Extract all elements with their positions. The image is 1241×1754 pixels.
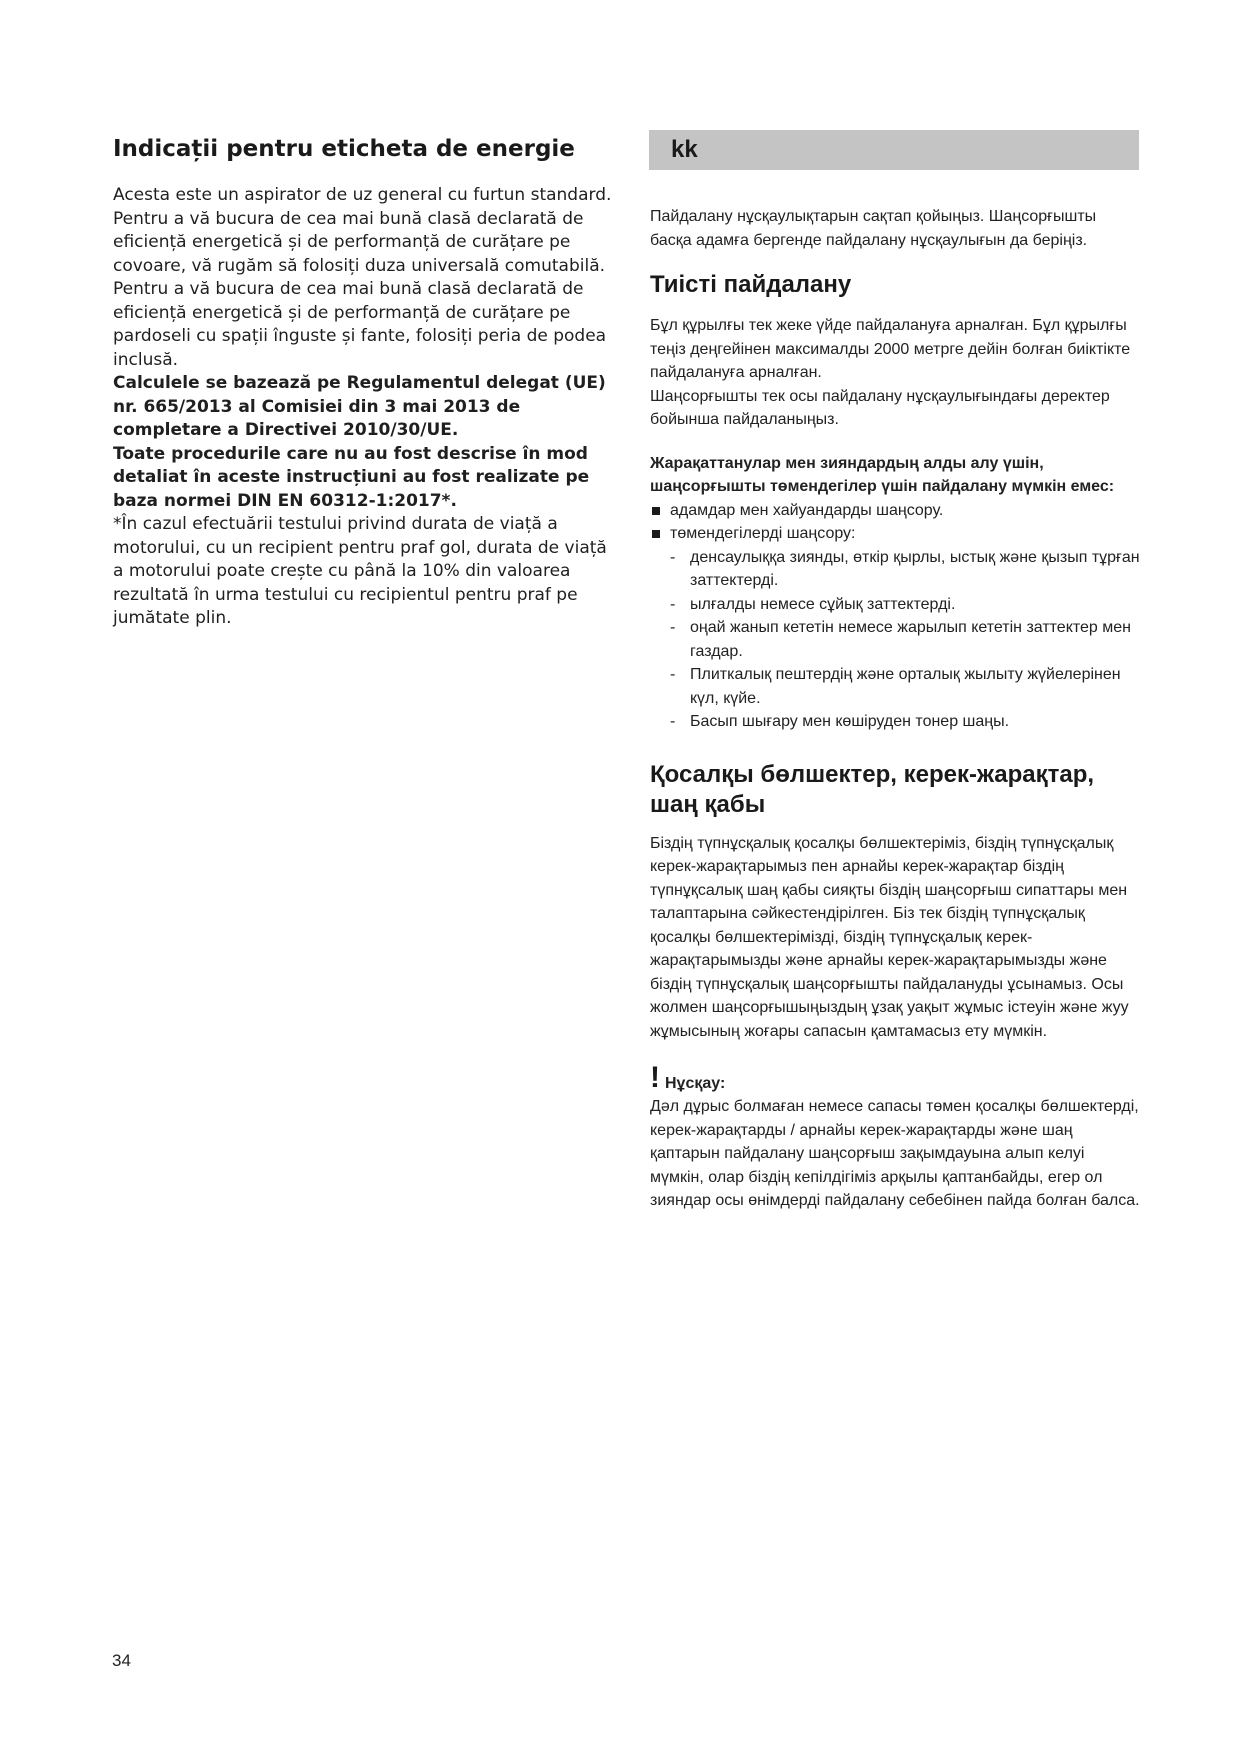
proper-use-paragraph-1: Бұл құрылғы тек жеке үйде пайдалануға арналған. Бұл құрылғы теңіз деңгейінен максималды 2000 метрге дейін болған биіктікте пайдалануға арналған. [650, 317, 1131, 381]
dash-list [650, 546, 1140, 734]
left-bold-regulation: Calculele se bazează pe Regulamentul delegat (UE) nr. 665/2013 al Comisiei din 3 mai 2013 de completare a Directivei 2010/30/UE. [113, 373, 606, 440]
note-body: Дәл дұрыс болмаған немесе сапасы төмен қосалқы бөлшектерді, керек-жарақтарды / арнайы керек-жарақтарды және шаң қаптарын пайдалану шаңсорғыш зақымдауына алып келуі мүмкін, олар біздің кепілдігіміз арқылы қаптанбайды, егер ол зияндар осы өнімдерді пайдалану себебінен пайда болған балса. [650, 1098, 1140, 1209]
accessories-heading: Қосалқы бөлшектер, керек-жарақтар, шаң қабы [650, 760, 1095, 818]
dash-item: - ылғалды немесе сұйық заттектерді. [670, 593, 1140, 617]
left-column [113, 128, 613, 631]
dash-item: - Плиткалық пештердің және орталық жылыту жүйелерінен күл, күйе. [670, 663, 1140, 710]
dash-item: - Басып шығару мен көшіруден тонер шаңы. [670, 710, 1140, 734]
left-paragraph-3: Pentru a vă bucura de cea mai bună clasă declarată de eficiență energetică și de performanță de curățare pe pardoseli cu spații înguste și fante, folosiți peria de podea inclusă. [113, 279, 607, 370]
left-paragraph-1: Acesta este un aspirator de uz general cu furtun standard. [113, 185, 612, 205]
warning-title: Жарақаттанулар мен зияндардың алды алу үшін, шаңсорғышты төмендегілер үшін пайдалану мүмкін емес: [650, 454, 1115, 495]
left-footnote: *În cazul efectuării testului privind durata de viață a motorului, cu un recipient pentru praf gol, durata de viață a motorului poate crește cu până la 10% din valoarea rezultată în urma testului cu recipientul pentru praf pe jumătate plin. [113, 514, 607, 628]
language-bar [649, 130, 1139, 170]
note-title: Нұсқау: [665, 1075, 726, 1092]
proper-use-heading: Тиісті пайдалану [650, 271, 852, 298]
bullet-item: төмендегілерді шаңсору: [650, 522, 1140, 546]
right-intro: Пайдалану нұсқаулықтарын сақтап қойыңыз. Шаңсорғышты басқа адамға бергенде пайдалану нұсқаулығын да беріңіз. [650, 208, 1097, 249]
page-number: 34 [112, 1651, 131, 1670]
left-bold-norm: Toate procedurile care nu au fost descrise în mod detaliat în aceste instrucțiuni au fost realizate pe baza normei DIN EN 60312-1:2017*. [113, 443, 590, 511]
language-code: kk [671, 136, 698, 163]
exclamation-icon: ! [650, 1061, 660, 1094]
left-paragraph-2: Pentru a vă bucura de cea mai bună clasă declarată de eficiență energetică și de performanță de curățare pe covoare, vă rugăm să folosiți duza universală comutabilă. [113, 208, 606, 276]
proper-use-paragraph-2: Шаңсорғышты тек осы пайдалану нұсқаулығындағы деректер бойынша пайдаланыңыз. [650, 387, 1110, 428]
note-header [650, 1061, 1140, 1095]
accessories-paragraph: Біздің түпнұсқалық қосалқы бөлшектеріміз, біздің түпнұсқалық керек-жарақтарымыз пен арнайы керек-жарақтар біздің түпнұқсалық шаң қабы сияқты біздің шаңсорғыш сипаттары мен талаптарына сәйкестендірілген. Біз тек біздің түпнұсқалық қосалқы бөлшектерімізді, біздің түпнұсқалық керек-жарақтарымызды және арнайы керек-жарақтарымызды және біздің түпнұсқалық шаңсорғышты пайдалануды ұсынамыз. Осы жолмен шаңсорғышыңыздың ұзақ уақыт жұмыс істеуін және жуу жұмысының жоғары сапасын қамтамасыз ету мүмкін. [650, 834, 1129, 1040]
energy-label-heading: Indicații pentru eticheta de energie [113, 136, 575, 162]
bullet-item: адамдар мен хайуандарды шаңсору. [650, 499, 1140, 523]
right-column [650, 205, 1140, 1213]
dash-item: - денсаулыққа зиянды, өткір қырлы, ыстық және қызып тұрған заттектерді. [670, 546, 1140, 593]
note-block [650, 1061, 1140, 1213]
dash-item: - оңай жанып кететін немесе жарылып кететін заттектер мен газдар. [670, 616, 1140, 663]
bullet-list [650, 499, 1140, 546]
